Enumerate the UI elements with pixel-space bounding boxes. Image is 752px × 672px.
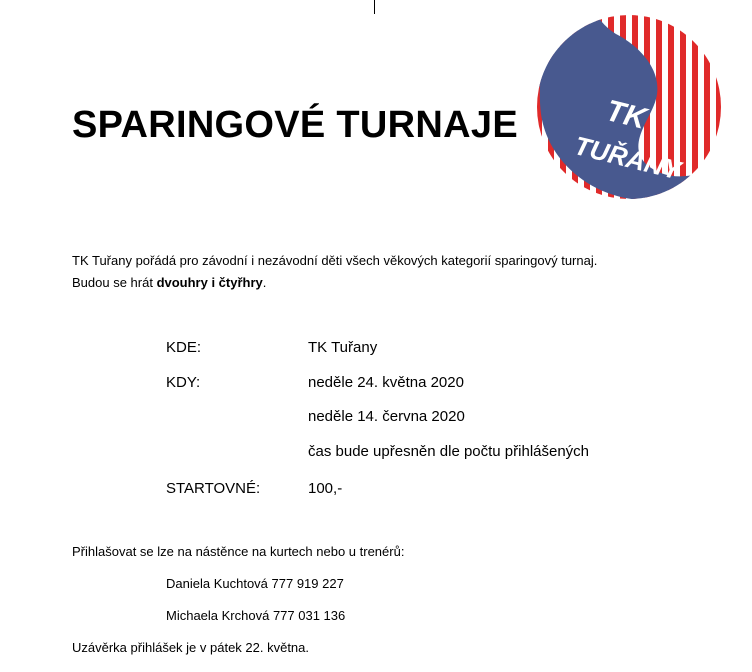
logo-text-turany: TUŘANY: [571, 130, 684, 186]
text-cursor-mark: [374, 0, 375, 14]
intro-line-2-bold: dvouhry i čtyřhry: [156, 275, 263, 290]
contact-1: Daniela Kuchtová 777 919 227: [166, 576, 344, 591]
kde-label: KDE:: [166, 339, 202, 356]
kdy-value-3: čas bude upřesněn dle počtu přihlášených: [308, 443, 590, 460]
tk-turany-logo: [536, 14, 722, 200]
kdy-label: KDY:: [166, 374, 201, 391]
intro-line-2-prefix: Budou se hrát: [72, 275, 157, 290]
contact-2: Michaela Krchová 777 031 136: [166, 608, 346, 623]
logo-text-tk: TK: [602, 94, 650, 136]
intro-line-2-suffix: .: [262, 275, 267, 290]
intro-paragraph: [72, 250, 597, 294]
intro-line-1: TK Tuřany pořádá pro závodní i nezávodní děti všech věkových kategorií sparingový turnaj.: [72, 253, 598, 268]
kde-value: TK Tuřany: [308, 339, 378, 356]
startovne-label: STARTOVNÉ:: [166, 480, 261, 497]
registration-deadline: Uzávěrka přihlášek je v pátek 22. května.: [72, 640, 310, 655]
kdy-value-2: neděle 14. června 2020: [308, 408, 465, 425]
kdy-value-1: neděle 24. května 2020: [308, 374, 464, 391]
page-title: SPARINGOVÉ TURNAJE: [72, 104, 518, 146]
registration-intro: Přihlašovat se lze na nástěnce na kurtech nebo u trenérů:: [72, 544, 405, 559]
intro-line-2: [72, 272, 597, 294]
startovne-value: 100,-: [308, 480, 343, 497]
